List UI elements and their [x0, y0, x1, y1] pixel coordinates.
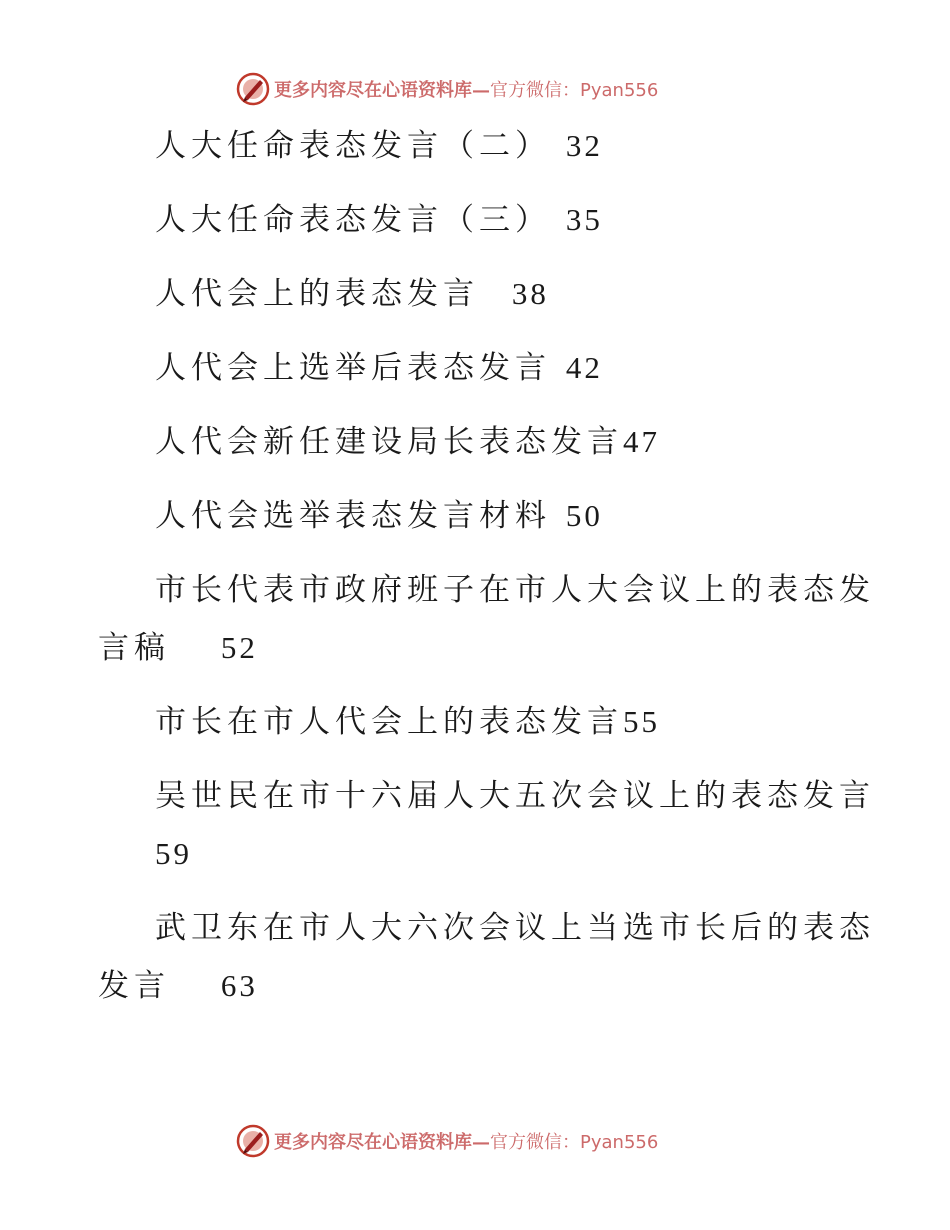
toc-entry[interactable] [155, 702, 660, 742]
watermark-main-text: 更多内容尽在心语资料库— [274, 80, 490, 101]
toc-entry[interactable] [155, 200, 603, 240]
watermark-main-text: 更多内容尽在心语资料库— [274, 1132, 490, 1153]
toc-entry-page: 42 [565, 350, 603, 385]
toc-entry-title: 言稿 [98, 630, 170, 666]
toc-entry-page: 32 [565, 128, 603, 163]
toc-entry-page: 50 [565, 498, 603, 533]
toc-entry-title: 人代会新任建设局长表态发言 [155, 424, 623, 460]
pen-logo-icon [236, 1124, 270, 1158]
toc-entry[interactable] [155, 570, 875, 610]
toc-entry[interactable] [155, 126, 603, 166]
footer-watermark [236, 1124, 658, 1158]
toc-entry[interactable] [155, 908, 875, 948]
toc-entry-page: 55 [623, 704, 660, 739]
toc-entry-continuation[interactable] [98, 966, 258, 1006]
toc-entry-title: 市长在市人代会上的表态发言 [155, 704, 623, 740]
toc-entry[interactable] [155, 422, 660, 462]
toc-entry-title: 人大任命表态发言（二） [155, 128, 551, 164]
watermark-sub-text: 官方微信：Pyan556 [490, 80, 659, 101]
watermark-sub-text: 官方微信：Pyan556 [490, 1132, 659, 1153]
toc-entry-title: 人代会上的表态发言 [155, 276, 479, 312]
toc-entry-title: 人大任命表态发言（三） [155, 202, 551, 238]
toc-entry[interactable] [155, 776, 875, 816]
toc-entry-title: 吴世民在市十六届人大五次会议上的表态发言 [155, 778, 875, 814]
toc-entry[interactable] [155, 274, 549, 314]
toc-entry-continuation[interactable] [98, 628, 258, 668]
toc-entry-title: 武卫东在市人大六次会议上当选市长后的表态 [155, 910, 875, 946]
toc-entry-page: 35 [565, 202, 603, 237]
toc-entry-title: 人代会选举表态发言材料 [155, 498, 551, 534]
toc-entry-page: 52 [220, 630, 258, 665]
toc-entry[interactable] [155, 348, 603, 388]
toc-entry-page: 38 [511, 276, 549, 311]
toc-entry-title: 市长代表市政府班子在市人大会议上的表态发 [155, 572, 875, 608]
toc-entry[interactable] [155, 496, 603, 536]
toc-entry-title: 发言 [98, 968, 170, 1004]
toc-entry-page: 59 [155, 836, 192, 871]
toc-entry-continuation[interactable] [155, 834, 192, 874]
toc-entry-page: 47 [623, 424, 660, 459]
toc-entry-page: 63 [220, 968, 258, 1003]
toc-entry-title: 人代会上选举后表态发言 [155, 350, 551, 386]
